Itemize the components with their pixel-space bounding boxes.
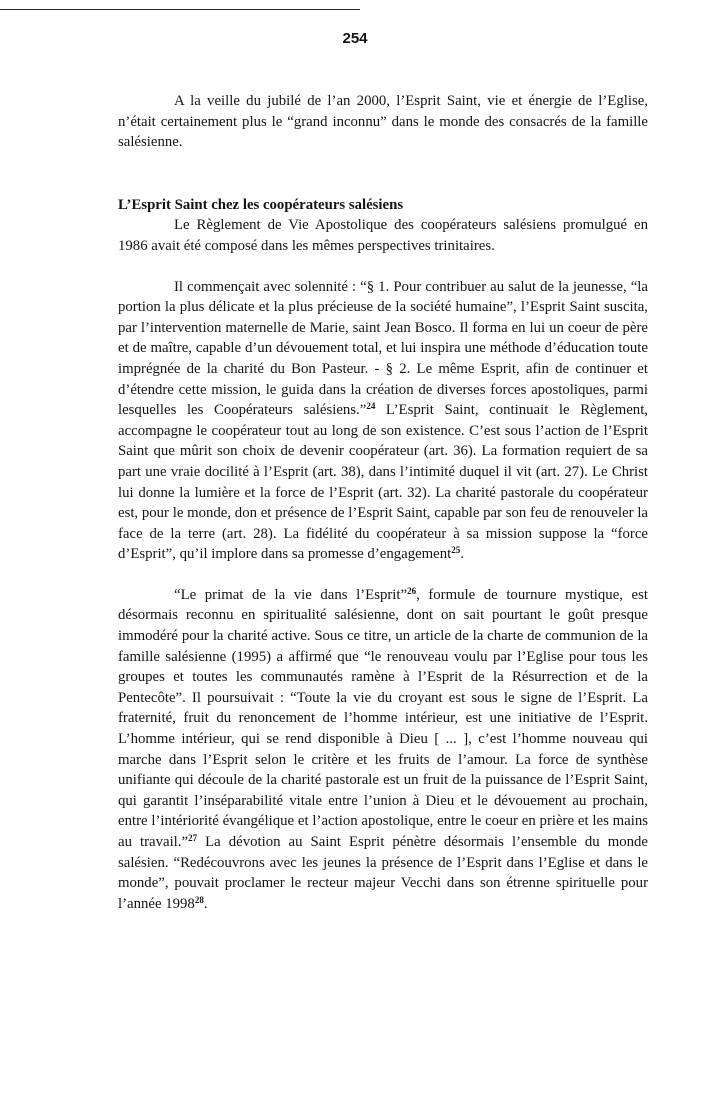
- paragraph-reglement: Le Règlement de Vie Apostolique des coopérateurs salésiens promulgué en 1986 avait été composé dans les mêmes perspectives trinitaires.: [118, 217, 648, 254]
- paragraph-text: , formule de tournure mystique, est désormais reconnu en spiritualité salésienne, dont on sait pourtant le goût presque immodéré pour la charité active. Sous ce titre, un article de la charte de communion de la famille salésienne (1995) a affirmé que “le renouveau voulu par l’Eglise pour tous les groupes et toutes les communautés ramène à l’Esprit de la Résurrection et de la Pentecôte”. Il poursuivait : “Toute la vie du croyant est sous le signe de l’Esprit. La fraternité, fruit du renoncement de l’homme intérieur, est une initiative de l’Esprit. L’homme intérieur, qui se rend disponible à Dieu [ ... ], c’est l’homme nouveau qui marche dans l’Esprit selon le critère et les fruits de l’amour. La force de synthèse unifiante qui découle de la charité pastorale est un fruit de la puissance de l’Esprit Saint, qui garantit l’inséparabilité vitale entre l’union à Dieu et le dévouement au prochain, entre l’intériorité évangélique et l’action apostolique, entre le coeur en prière et les mains au travail.”: [118, 586, 648, 850]
- page-body: [118, 91, 648, 914]
- paragraph-text: Il commençait avec solennité : “§ 1. Pour contribuer au salut de la jeunesse, “la portion la plus délicate et la plus précieuse de la société humaine”, l’Esprit Saint suscita, par l’intervention maternelle de Marie, saint Jean Bosco. Il forma en lui un coeur de père et de maître, capable d’un dévouement total, et lui inspira une méthode d’éducation toute imprégnée de la charité du Bon Pasteur. - § 2. Le même Esprit, afin de continuer et d’étendre cette mission, le guida dans la création de diverses forces apostoliques, parmi lesquelles les Coopérateurs salésiens.”: [118, 278, 648, 419]
- page-number: 254: [342, 30, 368, 47]
- header-rule: [0, 9, 360, 10]
- footnote-ref-25: 25: [451, 545, 461, 556]
- footnote-ref-28: 28: [194, 894, 204, 905]
- intro-paragraph: A la veille du jubilé de l’an 2000, l’Esprit Saint, vie et énergie de l’Eglise, n’était certainement plus le “grand inconnu” dans le monde des consacrés de la famille salésienne.: [118, 93, 648, 151]
- paragraph-commencait: [118, 277, 648, 565]
- paragraph-text: .: [460, 546, 464, 563]
- section-heading: L’Esprit Saint chez les coopérateurs salésiens: [118, 196, 404, 213]
- footnote-ref-24: 24: [366, 401, 376, 412]
- footnote-ref-27: 27: [188, 833, 198, 843]
- paragraph-primat: [118, 585, 648, 915]
- paragraph-text: “Le primat de la vie dans l’Esprit”: [174, 586, 408, 603]
- footnote-ref-26: 26: [407, 585, 417, 596]
- paragraph-text: La dévotion au Saint Esprit pénètre désormais l’ensemble du monde salésien. “Redécouvrons avec les jeunes la présence de l’Esprit dans l’Eglise et dans le monde”, pouvait proclamer le recteur majeur Vecchi dans son étrenne spirituelle pour l’année 1998: [118, 834, 648, 912]
- paragraph-text: L’Esprit Saint, continuait le Règlement, accompagne le coopérateur tout au long de son existence. C’est sous l’action de l’Esprit Saint que mûrit son choix de devenir coopérateur (art. 36). La formation requiert de sa part une vraie docilité à l’Esprit (art. 38), dans l’intimité duquel il vit (art. 27). Le Christ lui donne la lumière et la force de l’Esprit (art. 32). La charité pastorale du coopérateur est, pour le monde, don et présence de l’Esprit Saint, capable par son feu de renouveler la face de la terre (art. 28). La fidélité du coopérateur à sa mission suppose la “force d’Esprit”, qu’il implore dans sa promesse d’engagement: [118, 402, 649, 563]
- paragraph-text: .: [203, 895, 208, 912]
